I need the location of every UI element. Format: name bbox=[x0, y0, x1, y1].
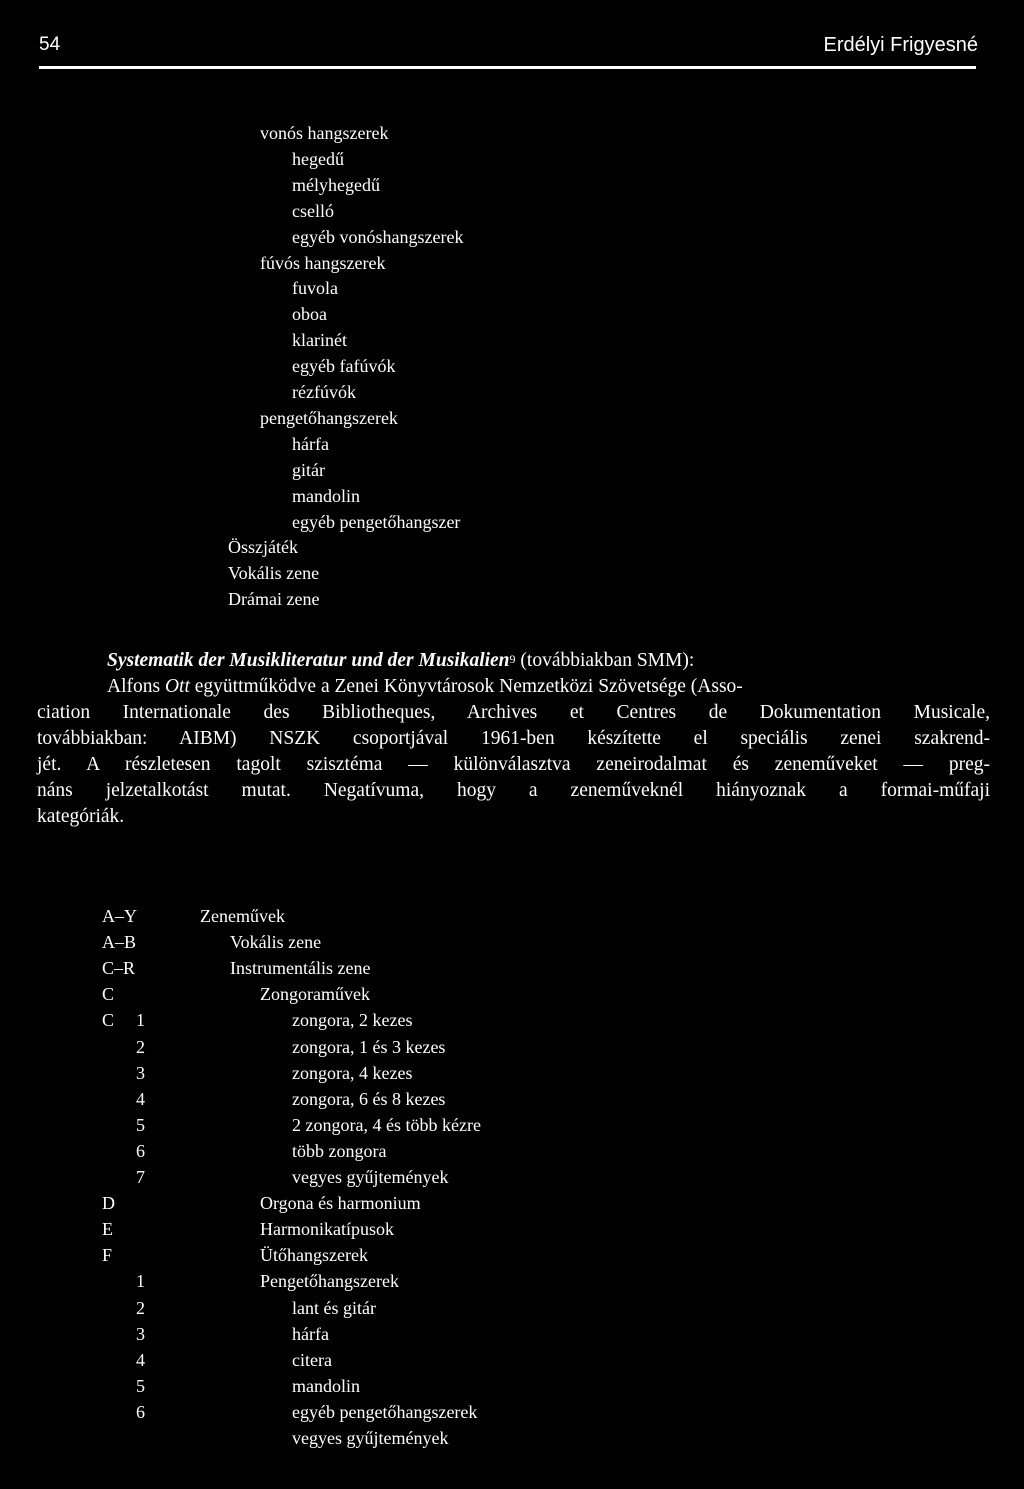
tree-item: gitár bbox=[292, 459, 325, 480]
class-label: 2 zongora, 4 és több kézre bbox=[292, 1114, 481, 1135]
class-label: Harmonikatípusok bbox=[260, 1219, 394, 1240]
class-label: egyéb pengetőhangszerek bbox=[292, 1401, 478, 1422]
class-number: 6 bbox=[136, 1140, 145, 1161]
code-row bbox=[0, 1425, 1024, 1451]
tree-item: egyéb vonóshangszerek bbox=[292, 226, 464, 247]
class-code: C bbox=[102, 1010, 115, 1031]
code-row bbox=[0, 1347, 1024, 1373]
tree-item: cselló bbox=[292, 200, 334, 221]
header-rule bbox=[39, 66, 976, 69]
code-row bbox=[0, 1112, 1024, 1138]
code-row bbox=[0, 1086, 1024, 1112]
tree-item: Vokális zene bbox=[228, 563, 320, 584]
page-header bbox=[39, 34, 978, 62]
paragraph-line: jét. A részletesen tagolt szisztéma — különválasztva zeneirodalmat és zeneműveket — preg- bbox=[37, 754, 990, 775]
code-row bbox=[0, 903, 1024, 929]
class-label: mandolin bbox=[292, 1375, 360, 1396]
code-row bbox=[0, 1295, 1024, 1321]
code-row bbox=[0, 1399, 1024, 1425]
tree-item: mandolin bbox=[292, 485, 360, 506]
class-number: 4 bbox=[136, 1088, 145, 1109]
code-row bbox=[0, 1242, 1024, 1268]
class-code: C bbox=[102, 984, 115, 1005]
code-row bbox=[0, 1034, 1024, 1060]
page-number: 54 bbox=[39, 34, 61, 55]
tree-item: klarinét bbox=[292, 330, 347, 351]
code-row bbox=[0, 1190, 1024, 1216]
tree-item: oboa bbox=[292, 304, 327, 325]
author-name: Ott bbox=[164, 676, 190, 697]
paragraph-line bbox=[37, 648, 990, 674]
class-code: D bbox=[102, 1193, 115, 1214]
class-label: vegyes gyűjtemények bbox=[292, 1428, 449, 1448]
code-row bbox=[0, 955, 1024, 981]
class-label: Zongoraművek bbox=[260, 984, 370, 1005]
class-label: zongora, 2 kezes bbox=[292, 1010, 413, 1031]
paragraph-text: együttműködve a Zenei Könyvtárosok Nemzetközi Szövetsége (Asso- bbox=[189, 676, 743, 697]
class-number: 3 bbox=[136, 1062, 145, 1083]
class-label: Vokális zene bbox=[230, 932, 322, 953]
code-row bbox=[0, 1164, 1024, 1190]
class-number: 5 bbox=[136, 1375, 145, 1396]
class-number: 4 bbox=[136, 1349, 145, 1370]
tree-item: mélyhegedű bbox=[292, 174, 380, 195]
class-label: vegyes gyűjtemények bbox=[292, 1167, 449, 1187]
work-title: Systematik der Musikliteratur und der Musikalien bbox=[107, 650, 510, 671]
class-label: hárfa bbox=[292, 1323, 329, 1344]
class-label: zongora, 6 és 8 kezes bbox=[292, 1088, 446, 1109]
class-code: F bbox=[102, 1245, 113, 1266]
class-number: 2 bbox=[136, 1297, 145, 1318]
class-number: 5 bbox=[136, 1114, 145, 1135]
paragraph-text: Alfons bbox=[107, 676, 165, 697]
footnote-mark: 9 bbox=[509, 652, 516, 666]
class-label: zongora, 4 kezes bbox=[292, 1062, 413, 1083]
class-label: zongora, 1 és 3 kezes bbox=[292, 1036, 446, 1057]
class-code: C–R bbox=[102, 958, 136, 979]
tree-item: egyéb pengetőhangszer bbox=[292, 511, 461, 532]
class-number: 3 bbox=[136, 1323, 145, 1344]
code-row bbox=[0, 1060, 1024, 1086]
paragraph-line bbox=[37, 674, 990, 700]
tree-item: fuvola bbox=[292, 278, 338, 299]
paragraph-line: továbbiakban: AIBM) NSZK csoportjával 1961-ben készítette el speciális zenei szakrend- bbox=[37, 728, 990, 749]
code-row bbox=[0, 929, 1024, 955]
class-number: 7 bbox=[136, 1167, 145, 1187]
body-paragraph bbox=[37, 648, 990, 830]
tree-item: vonós hangszerek bbox=[260, 123, 389, 143]
class-number: 6 bbox=[136, 1401, 145, 1422]
class-code: A–B bbox=[102, 932, 137, 953]
class-label: Zeneművek bbox=[200, 906, 285, 926]
class-number: 2 bbox=[136, 1036, 145, 1057]
paragraph-line: kategóriák. bbox=[37, 806, 125, 827]
tree-item: rézfúvók bbox=[292, 382, 356, 402]
running-head: Erdélyi Frigyesné bbox=[823, 34, 978, 56]
class-number: 1 bbox=[136, 1271, 145, 1292]
code-row bbox=[0, 981, 1024, 1007]
class-label: Ütőhangszerek bbox=[260, 1245, 368, 1266]
tree-item: fúvós hangszerek bbox=[260, 252, 386, 273]
code-row bbox=[0, 1007, 1024, 1033]
class-code: E bbox=[102, 1219, 113, 1240]
class-label: Instrumentális zene bbox=[230, 958, 371, 979]
paragraph-line: ciation Internationale des Bibliotheques, Archives et Centres de Dokumentation Musicale, bbox=[37, 702, 990, 723]
code-row bbox=[0, 1268, 1024, 1294]
class-label: több zongora bbox=[292, 1140, 387, 1161]
paragraph-text: (továbbiakban SMM): bbox=[515, 650, 695, 671]
class-number: 1 bbox=[136, 1010, 145, 1031]
tree-item: Drámai zene bbox=[228, 589, 320, 610]
code-row bbox=[0, 1373, 1024, 1399]
tree-item: hárfa bbox=[292, 433, 329, 454]
code-row bbox=[0, 1216, 1024, 1242]
tree-item: pengetőhangszerek bbox=[260, 407, 398, 428]
tree-item: hegedű bbox=[292, 148, 344, 169]
tree-item: egyéb fafúvók bbox=[292, 356, 396, 377]
class-label: lant és gitár bbox=[292, 1297, 376, 1318]
code-row bbox=[0, 1321, 1024, 1347]
tree-item: Összjáték bbox=[228, 537, 298, 558]
code-row bbox=[0, 1138, 1024, 1164]
paragraph-line: náns jelzetalkotást mutat. Negatívuma, hogy a zeneműveknél hiányoznak a formai-műfaji bbox=[37, 780, 990, 801]
class-label: Pengetőhangszerek bbox=[260, 1271, 399, 1292]
class-label: citera bbox=[292, 1349, 332, 1370]
class-label: Orgona és harmonium bbox=[260, 1193, 421, 1214]
class-code: A–Y bbox=[102, 906, 137, 926]
